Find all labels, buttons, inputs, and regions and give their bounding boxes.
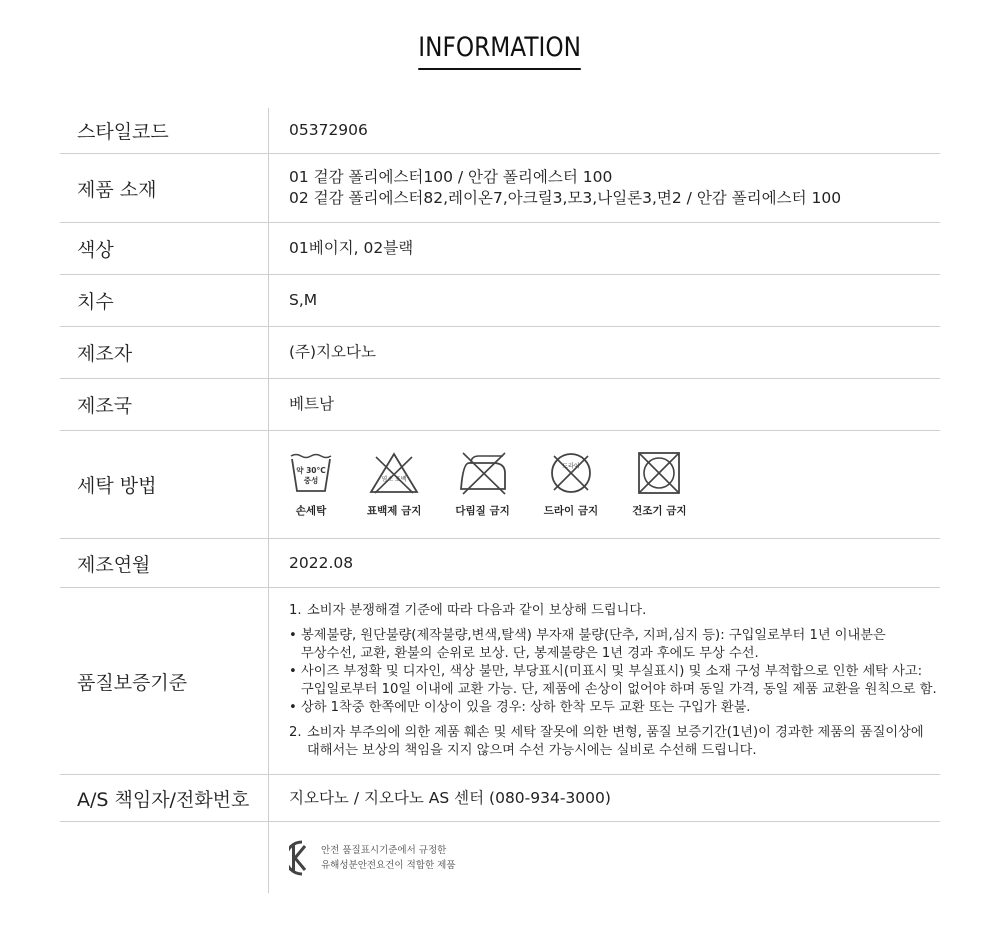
hand-wash-temp: 약 30°C	[296, 466, 326, 475]
kc-text	[321, 843, 456, 873]
divider	[268, 327, 269, 378]
kc-mark	[289, 840, 940, 876]
care-no-tumble-dry	[632, 451, 686, 522]
row-style-code	[60, 108, 940, 154]
row-value	[289, 154, 940, 222]
row-value	[289, 223, 940, 274]
no-bleach-inner: 염소 표백	[381, 476, 407, 483]
as-value: 지오다노 / 지오다노 AS 센터 (080-934-3000)	[289, 788, 611, 807]
style-code-value: 05372906	[289, 121, 368, 139]
kc-line: 안전 품질표시기준에서 규정한	[321, 844, 447, 856]
row-label: 색상	[77, 239, 114, 261]
para-text: 소비자 분쟁해결 기준에 따라 다음과 같이 보상해 드립니다.	[307, 603, 647, 618]
size-value: S,M	[289, 291, 318, 309]
row-maker	[60, 327, 940, 379]
quality-bullet-2	[289, 663, 940, 699]
kc-line: 유해성분안전요건이 적합한 제품	[321, 859, 456, 871]
row-date	[60, 539, 940, 588]
para-line: 소비자 부주의에 의한 제품 훼손 및 세탁 잘못에 의한 변형, 품질 보증기간(1년)이 경과한 제품의 품질이상에	[307, 725, 924, 740]
row-value	[289, 775, 940, 821]
row-washing	[60, 431, 940, 539]
no-tumble-dry-icon	[636, 451, 682, 495]
page-title: INFORMATION	[419, 30, 582, 70]
row-value	[289, 539, 940, 587]
quality-bullet-3	[289, 699, 940, 717]
row-label: A/S 책임자/전화번호	[77, 788, 250, 811]
divider	[268, 275, 269, 326]
row-size	[60, 275, 940, 327]
bullet-line: 무상수선, 교환, 환불의 순위로 보상. 단, 봉제불량은 1년 경과 후에도 무상 수선.	[301, 646, 759, 661]
divider	[268, 588, 269, 774]
care-caption: 드라이 금지	[543, 505, 599, 517]
material-line-2: 02 겉감 폴리에스터82,레이온7,아크릴3,모3,나일론3,면2 / 안감 폴리에스터 100	[289, 189, 842, 207]
row-country	[60, 379, 940, 431]
row-value	[289, 108, 940, 153]
para-number: 1.	[289, 603, 302, 618]
para-number: 2.	[289, 725, 302, 740]
care-caption: 건조기 금지	[632, 505, 687, 517]
divider	[268, 223, 269, 274]
material-line-1: 01 겉감 폴리에스터100 / 안감 폴리에스터 100	[289, 168, 613, 186]
row-label: 제조국	[77, 395, 133, 417]
spacer	[289, 717, 940, 724]
no-dry-clean-inner: 드라이	[562, 463, 580, 470]
color-value: 01베이지, 02블랙	[289, 239, 414, 257]
care-hand-wash	[289, 451, 333, 522]
care-no-bleach	[367, 451, 421, 522]
hand-wash-icon	[289, 451, 333, 495]
row-as	[60, 775, 940, 822]
row-label: 세탁 방법	[77, 475, 157, 497]
row-kc	[60, 822, 940, 893]
para-line: 대해서는 보상의 책임을 지지 않으며 수선 가능시에는 실비로 수선해 드립니다.	[307, 743, 757, 758]
no-iron-icon	[457, 451, 509, 495]
row-color	[60, 223, 940, 275]
care-caption: 표백제 금지	[367, 505, 422, 517]
row-label: 스타일코드	[77, 121, 169, 143]
care-caption: 손세탁	[295, 505, 327, 517]
no-bleach-icon	[369, 451, 419, 495]
row-quality	[60, 588, 940, 775]
row-label: 제품 소재	[77, 178, 157, 201]
care-icons	[289, 447, 940, 522]
divider	[268, 822, 269, 893]
maker-value: (주)지오다노	[289, 343, 376, 361]
row-value	[289, 822, 940, 893]
quality-para-2	[289, 724, 940, 760]
title-wrap	[0, 30, 1000, 70]
quality-text	[289, 588, 940, 774]
bullet-dot: •	[289, 664, 297, 679]
care-caption: 다림질 금지	[455, 505, 510, 517]
country-value: 베트남	[289, 395, 334, 413]
divider	[268, 539, 269, 587]
divider	[268, 775, 269, 821]
care-no-iron	[455, 451, 509, 522]
divider	[268, 108, 269, 153]
hand-wash-neutral: 중성	[303, 476, 319, 485]
row-material	[60, 154, 940, 223]
row-value	[289, 379, 940, 430]
bullet-dot: •	[289, 700, 297, 715]
divider	[268, 154, 269, 222]
row-value	[289, 431, 940, 538]
row-label: 제조연월	[77, 553, 151, 576]
kc-certification-icon	[289, 840, 315, 876]
bullet-line: 구입일로부터 10일 이내에 교환 가능. 단, 제품에 손상이 없어야 하며 동일 가격, 동일 제품 교환을 원칙으로 함.	[301, 682, 937, 697]
bullet-line: 봉제불량, 원단불량(제작불량,변색,탈색) 부자재 불량(단추, 지퍼,심지 등): 구입일로부터 1년 이내분은	[301, 628, 886, 643]
bullet-line: 사이즈 부정확 및 디자인, 색상 불만, 부당표시(미표시 및 부실표시) 및 소재 구성 부적합으로 인한 세탁 사고:	[301, 664, 923, 679]
row-label: 제조자	[77, 343, 133, 365]
date-value: 2022.08	[289, 553, 354, 572]
divider	[268, 379, 269, 430]
info-table	[60, 108, 940, 893]
no-dry-clean-icon	[548, 451, 594, 495]
row-label: 품질보증기준	[77, 671, 188, 694]
care-no-dry-clean	[544, 451, 598, 522]
bullet-dot: •	[289, 628, 297, 643]
row-label: 치수	[77, 291, 114, 313]
quality-para-1	[289, 602, 940, 620]
row-value	[289, 275, 940, 326]
row-value	[289, 327, 940, 378]
bullet-line: 상하 1착중 한쪽에만 이상이 있을 경우: 상하 한착 모두 교환 또는 구입가 환불.	[301, 700, 751, 715]
quality-bullet-1	[289, 627, 940, 663]
divider	[268, 431, 269, 538]
spacer	[289, 620, 940, 627]
